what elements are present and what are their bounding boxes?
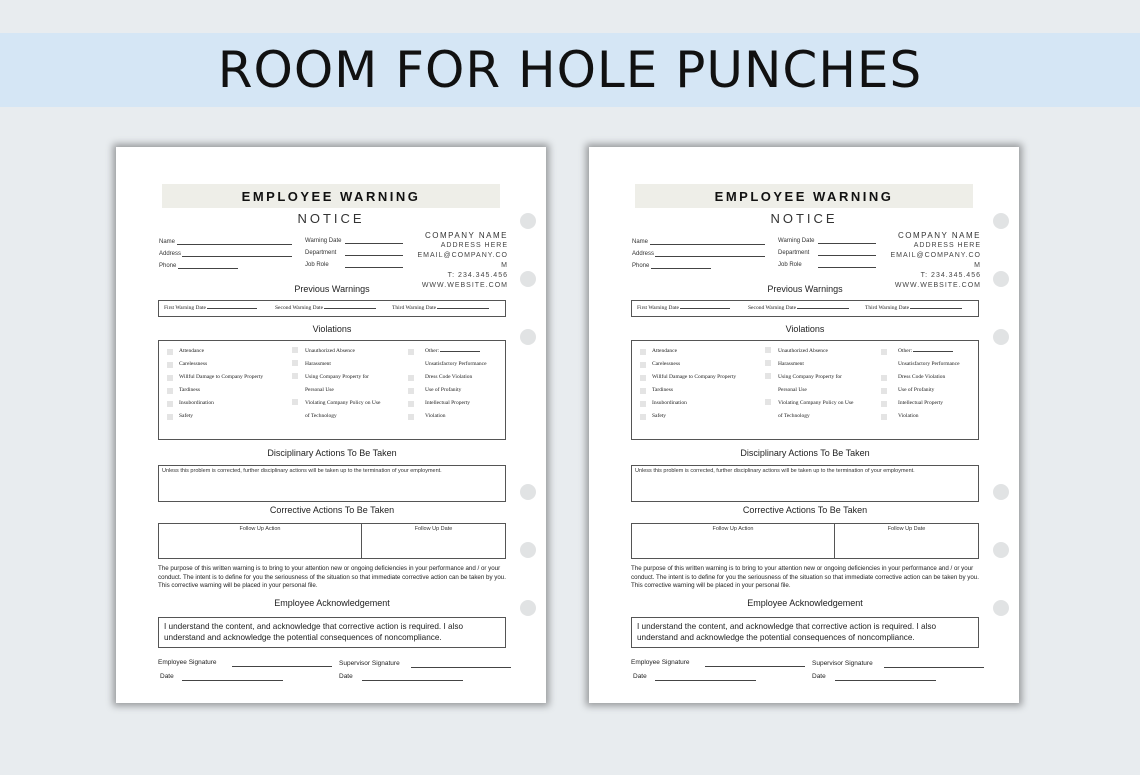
violation-label: Tardiness — [652, 387, 673, 393]
employee-signature-label: Employee Signature — [158, 659, 217, 666]
violations-box — [158, 340, 506, 440]
disciplinary-text: Unless this problem is corrected, further disciplinary actions will be taken up to the termination of your employment. — [635, 468, 915, 474]
follow-up-date-cell[interactable] — [835, 524, 978, 558]
department-field[interactable] — [778, 250, 809, 256]
form-subtitle: NOTICE — [297, 211, 365, 226]
violation-checkbox[interactable] — [167, 414, 173, 420]
warning-date-label: Warning Date — [305, 238, 342, 244]
phone-field[interactable] — [632, 263, 649, 269]
acknowledgement-heading: Employee Acknowledgement — [274, 598, 390, 608]
violation-checkbox[interactable] — [881, 414, 887, 420]
follow-up-action-header: Follow Up Action — [712, 526, 754, 532]
job-role-field[interactable] — [305, 262, 329, 268]
employee-date-label: Date — [633, 673, 647, 680]
purpose-paragraph: The purpose of this written warning is to bring to your attention new or ongoing deficiencies in your performance and / or your conduct. The intent is to define for you the seriousness of the situation so that immediate corrective action can be taken by you. This corrective warning will be placed in your personal file. — [158, 565, 506, 589]
violation-checkbox[interactable] — [292, 360, 298, 366]
violation-checkbox[interactable] — [167, 375, 173, 381]
violation-label: Carelessness — [652, 361, 681, 367]
corrective-table — [158, 523, 506, 559]
violation-label: Violating Company Policy on Use — [778, 400, 854, 406]
violation-label: Willful Damage to Company Property — [179, 374, 264, 380]
acknowledgement-heading: Employee Acknowledgement — [747, 598, 863, 608]
violation-label: Tardiness — [179, 387, 200, 393]
third-warning-date[interactable]: Third Warning Date — [392, 305, 489, 311]
hole-punch-mark — [520, 542, 536, 558]
previous-warnings-heading: Previous Warnings — [294, 284, 370, 294]
banner — [0, 33, 1140, 107]
follow-up-action-header: Follow Up Action — [239, 526, 281, 532]
form-page-left — [116, 147, 546, 703]
violation-label: Use of Profanity — [425, 387, 462, 393]
hole-punch-mark — [520, 271, 536, 287]
follow-up-action-cell[interactable] — [632, 524, 835, 558]
violation-label: Using Company Property for — [305, 374, 370, 380]
violation-checkbox[interactable] — [640, 362, 646, 368]
follow-up-date-header: Follow Up Date — [887, 526, 926, 532]
violation-checkbox[interactable] — [640, 401, 646, 407]
supervisor-signature-field[interactable] — [812, 660, 873, 667]
violation-checkbox[interactable] — [292, 373, 298, 379]
violation-label: Attendance — [179, 348, 205, 354]
job-role-label: Job Role — [778, 262, 802, 268]
disciplinary-box[interactable] — [631, 465, 979, 502]
address-field[interactable] — [159, 251, 181, 257]
violation-checkbox[interactable] — [765, 373, 771, 379]
company-address: ADDRESS HERE — [913, 242, 981, 249]
violation-checkbox[interactable] — [640, 375, 646, 381]
violation-checkbox[interactable] — [408, 375, 414, 381]
employee-date-field[interactable] — [633, 673, 647, 680]
employee-signature-label: Employee Signature — [631, 659, 690, 666]
violation-label: Dress Code Violation — [425, 374, 473, 380]
violation-label: Intellectual Property — [425, 400, 471, 406]
violation-checkbox[interactable] — [167, 349, 173, 355]
follow-up-action-cell[interactable] — [159, 524, 362, 558]
violation-label: Willful Damage to Company Property — [652, 374, 737, 380]
violation-checkbox[interactable] — [408, 349, 414, 355]
employee-signature-field[interactable] — [631, 659, 690, 666]
employee-date-label: Date — [160, 673, 174, 680]
violation-label-cont: of Technology — [778, 413, 810, 419]
first-warning-date[interactable]: First Warning Date — [637, 305, 730, 311]
violation-label: Violation — [898, 413, 919, 419]
company-phone: T: 234.345.456 — [447, 272, 508, 279]
name-field[interactable] — [159, 239, 175, 245]
previous-warnings-box — [158, 300, 506, 317]
violation-label-cont: of Technology — [305, 413, 337, 419]
supervisor-signature-field[interactable] — [339, 660, 400, 667]
purpose-paragraph: The purpose of this written warning is to bring to your attention new or ongoing deficiencies in your performance and / or your conduct. The intent is to define for you the seriousness of the situation so that immediate corrective action can be taken by you. This corrective warning will be placed in your personal file. — [631, 565, 979, 589]
phone-label: Phone — [632, 263, 650, 269]
phone-field[interactable] — [159, 263, 176, 269]
violation-label: Violation — [425, 413, 446, 419]
hole-punch-mark — [993, 600, 1009, 616]
supervisor-date-label: Date — [812, 673, 826, 680]
name-field[interactable] — [632, 239, 648, 245]
hole-punch-mark — [520, 600, 536, 616]
company-address: ADDRESS HERE — [440, 242, 508, 249]
violation-label: Harassment — [778, 361, 804, 367]
violation-checkbox[interactable] — [881, 349, 887, 355]
company-name: COMPANY NAME — [424, 231, 508, 240]
supervisor-date-label: Date — [339, 673, 353, 680]
violations-heading: Violations — [312, 324, 352, 334]
acknowledgement-box — [158, 617, 506, 648]
company-website: WWW.WEBSITE.COM — [421, 282, 508, 289]
hole-punch-mark — [520, 213, 536, 229]
form-title: EMPLOYEE WARNING — [241, 188, 421, 204]
hole-punch-mark — [993, 329, 1009, 345]
form-title: EMPLOYEE WARNING — [714, 188, 894, 204]
violation-label: Use of Profanity — [898, 387, 935, 393]
violation-label: Unsatisfactory Performance — [898, 361, 960, 367]
violation-checkbox[interactable] — [167, 401, 173, 407]
violation-label: Violating Company Policy on Use — [305, 400, 381, 406]
violation-checkbox[interactable] — [881, 375, 887, 381]
violation-checkbox[interactable] — [640, 414, 646, 420]
company-info — [881, 231, 981, 291]
supervisor-date-field[interactable] — [812, 673, 826, 680]
phone-label: Phone — [159, 263, 177, 269]
violation-label: Dress Code Violation — [898, 374, 946, 380]
violation-checkbox[interactable] — [408, 388, 414, 394]
form-title-bar — [162, 184, 500, 208]
violation-label: Carelessness — [179, 361, 208, 367]
hole-punch-mark — [993, 271, 1009, 287]
violation-checkbox[interactable] — [640, 388, 646, 394]
supervisor-signature-label: Supervisor Signature — [339, 660, 400, 667]
follow-up-date-header: Follow Up Date — [414, 526, 453, 532]
hole-punch-mark — [993, 484, 1009, 500]
violation-checkbox[interactable] — [292, 347, 298, 353]
violation-checkbox[interactable] — [765, 399, 771, 405]
violation-checkbox[interactable] — [408, 414, 414, 420]
violation-checkbox[interactable] — [167, 362, 173, 368]
company-email: EMAIL@COMPANY.CO — [417, 252, 508, 259]
third-warning-date[interactable]: Third Warning Date — [865, 305, 962, 311]
address-label: Address — [159, 251, 182, 257]
hole-punch-mark — [520, 484, 536, 500]
violation-checkbox[interactable] — [640, 349, 646, 355]
job-role-field[interactable] — [778, 262, 802, 268]
form-subtitle: NOTICE — [770, 211, 838, 226]
hole-punch-mark — [993, 542, 1009, 558]
acknowledgement-text: I understand the content, and acknowledge that corrective action is required. I also understand and acknowledge the potential consequences of noncompliance. — [164, 622, 464, 642]
warning-date-field[interactable] — [305, 238, 341, 244]
violation-label: Harassment — [305, 361, 331, 367]
company-website: WWW.WEBSITE.COM — [894, 282, 981, 289]
acknowledgement-box — [631, 617, 979, 648]
address-label: Address — [632, 251, 655, 257]
company-email-wrap: M — [501, 262, 508, 269]
violation-label-cont: Personal Use — [305, 387, 334, 393]
violation-other[interactable]: Other: — [425, 348, 480, 354]
employee-signature-field[interactable] — [158, 659, 217, 666]
violation-checkbox[interactable] — [765, 360, 771, 366]
form-title-bar — [635, 184, 973, 208]
warning-date-field[interactable] — [778, 238, 814, 244]
violations-heading: Violations — [785, 324, 825, 334]
violation-label: Insubordination — [652, 400, 687, 406]
disciplinary-box[interactable] — [158, 465, 506, 502]
job-role-label: Job Role — [305, 262, 329, 268]
name-label: Name — [159, 239, 176, 245]
violation-other[interactable]: Other: — [898, 348, 953, 354]
corrective-table — [631, 523, 979, 559]
violation-label: Unsatisfactory Performance — [425, 361, 487, 367]
corrective-heading: Corrective Actions To Be Taken — [269, 505, 395, 515]
violation-checkbox[interactable] — [765, 347, 771, 353]
second-warning-date[interactable]: Second Warning Date — [275, 305, 376, 311]
acknowledgement-text: I understand the content, and acknowledge that corrective action is required. I also understand and acknowledge the potential consequences of noncompliance. — [637, 622, 937, 642]
company-info — [408, 231, 508, 291]
warning-date-label: Warning Date — [778, 238, 815, 244]
supervisor-signature-label: Supervisor Signature — [812, 660, 873, 667]
department-label: Department — [305, 250, 337, 256]
disciplinary-text: Unless this problem is corrected, further disciplinary actions will be taken up to the termination of your employment. — [162, 468, 442, 474]
violations-box — [631, 340, 979, 440]
violation-label: Safety — [652, 413, 667, 419]
name-label: Name — [632, 239, 649, 245]
follow-up-date-cell[interactable] — [362, 524, 505, 558]
second-warning-date[interactable]: Second Warning Date — [748, 305, 849, 311]
department-label: Department — [778, 250, 810, 256]
violation-label: Intellectual Property — [898, 400, 944, 406]
previous-warnings-heading: Previous Warnings — [767, 284, 843, 294]
company-phone: T: 234.345.456 — [920, 272, 981, 279]
violation-checkbox[interactable] — [167, 388, 173, 394]
previous-warnings-box — [631, 300, 979, 317]
disciplinary-heading: Disciplinary Actions To Be Taken — [267, 448, 397, 458]
violation-checkbox[interactable] — [408, 401, 414, 407]
form-page-right — [589, 147, 1019, 703]
violation-checkbox[interactable] — [292, 399, 298, 405]
corrective-heading: Corrective Actions To Be Taken — [742, 505, 868, 515]
company-email-wrap: M — [974, 262, 981, 269]
violation-label: Using Company Property for — [778, 374, 843, 380]
hole-punch-mark — [993, 213, 1009, 229]
company-name: COMPANY NAME — [897, 231, 981, 240]
first-warning-date[interactable]: First Warning Date — [164, 305, 257, 311]
violation-label: Unauthorized Absence — [778, 348, 828, 354]
company-email: EMAIL@COMPANY.CO — [890, 252, 981, 259]
violation-label: Insubordination — [179, 400, 214, 406]
address-field[interactable] — [632, 251, 654, 257]
violation-checkbox[interactable] — [881, 401, 887, 407]
employee-date-field[interactable] — [160, 673, 174, 680]
disciplinary-heading: Disciplinary Actions To Be Taken — [740, 448, 870, 458]
hole-punch-mark — [520, 329, 536, 345]
violation-label: Safety — [179, 413, 194, 419]
violation-label: Attendance — [652, 348, 678, 354]
violation-checkbox[interactable] — [881, 388, 887, 394]
violation-label: Unauthorized Absence — [305, 348, 355, 354]
violation-label-cont: Personal Use — [778, 387, 807, 393]
banner-title: ROOM FOR HOLE PUNCHES — [217, 41, 923, 99]
department-field[interactable] — [305, 250, 336, 256]
supervisor-date-field[interactable] — [339, 673, 353, 680]
